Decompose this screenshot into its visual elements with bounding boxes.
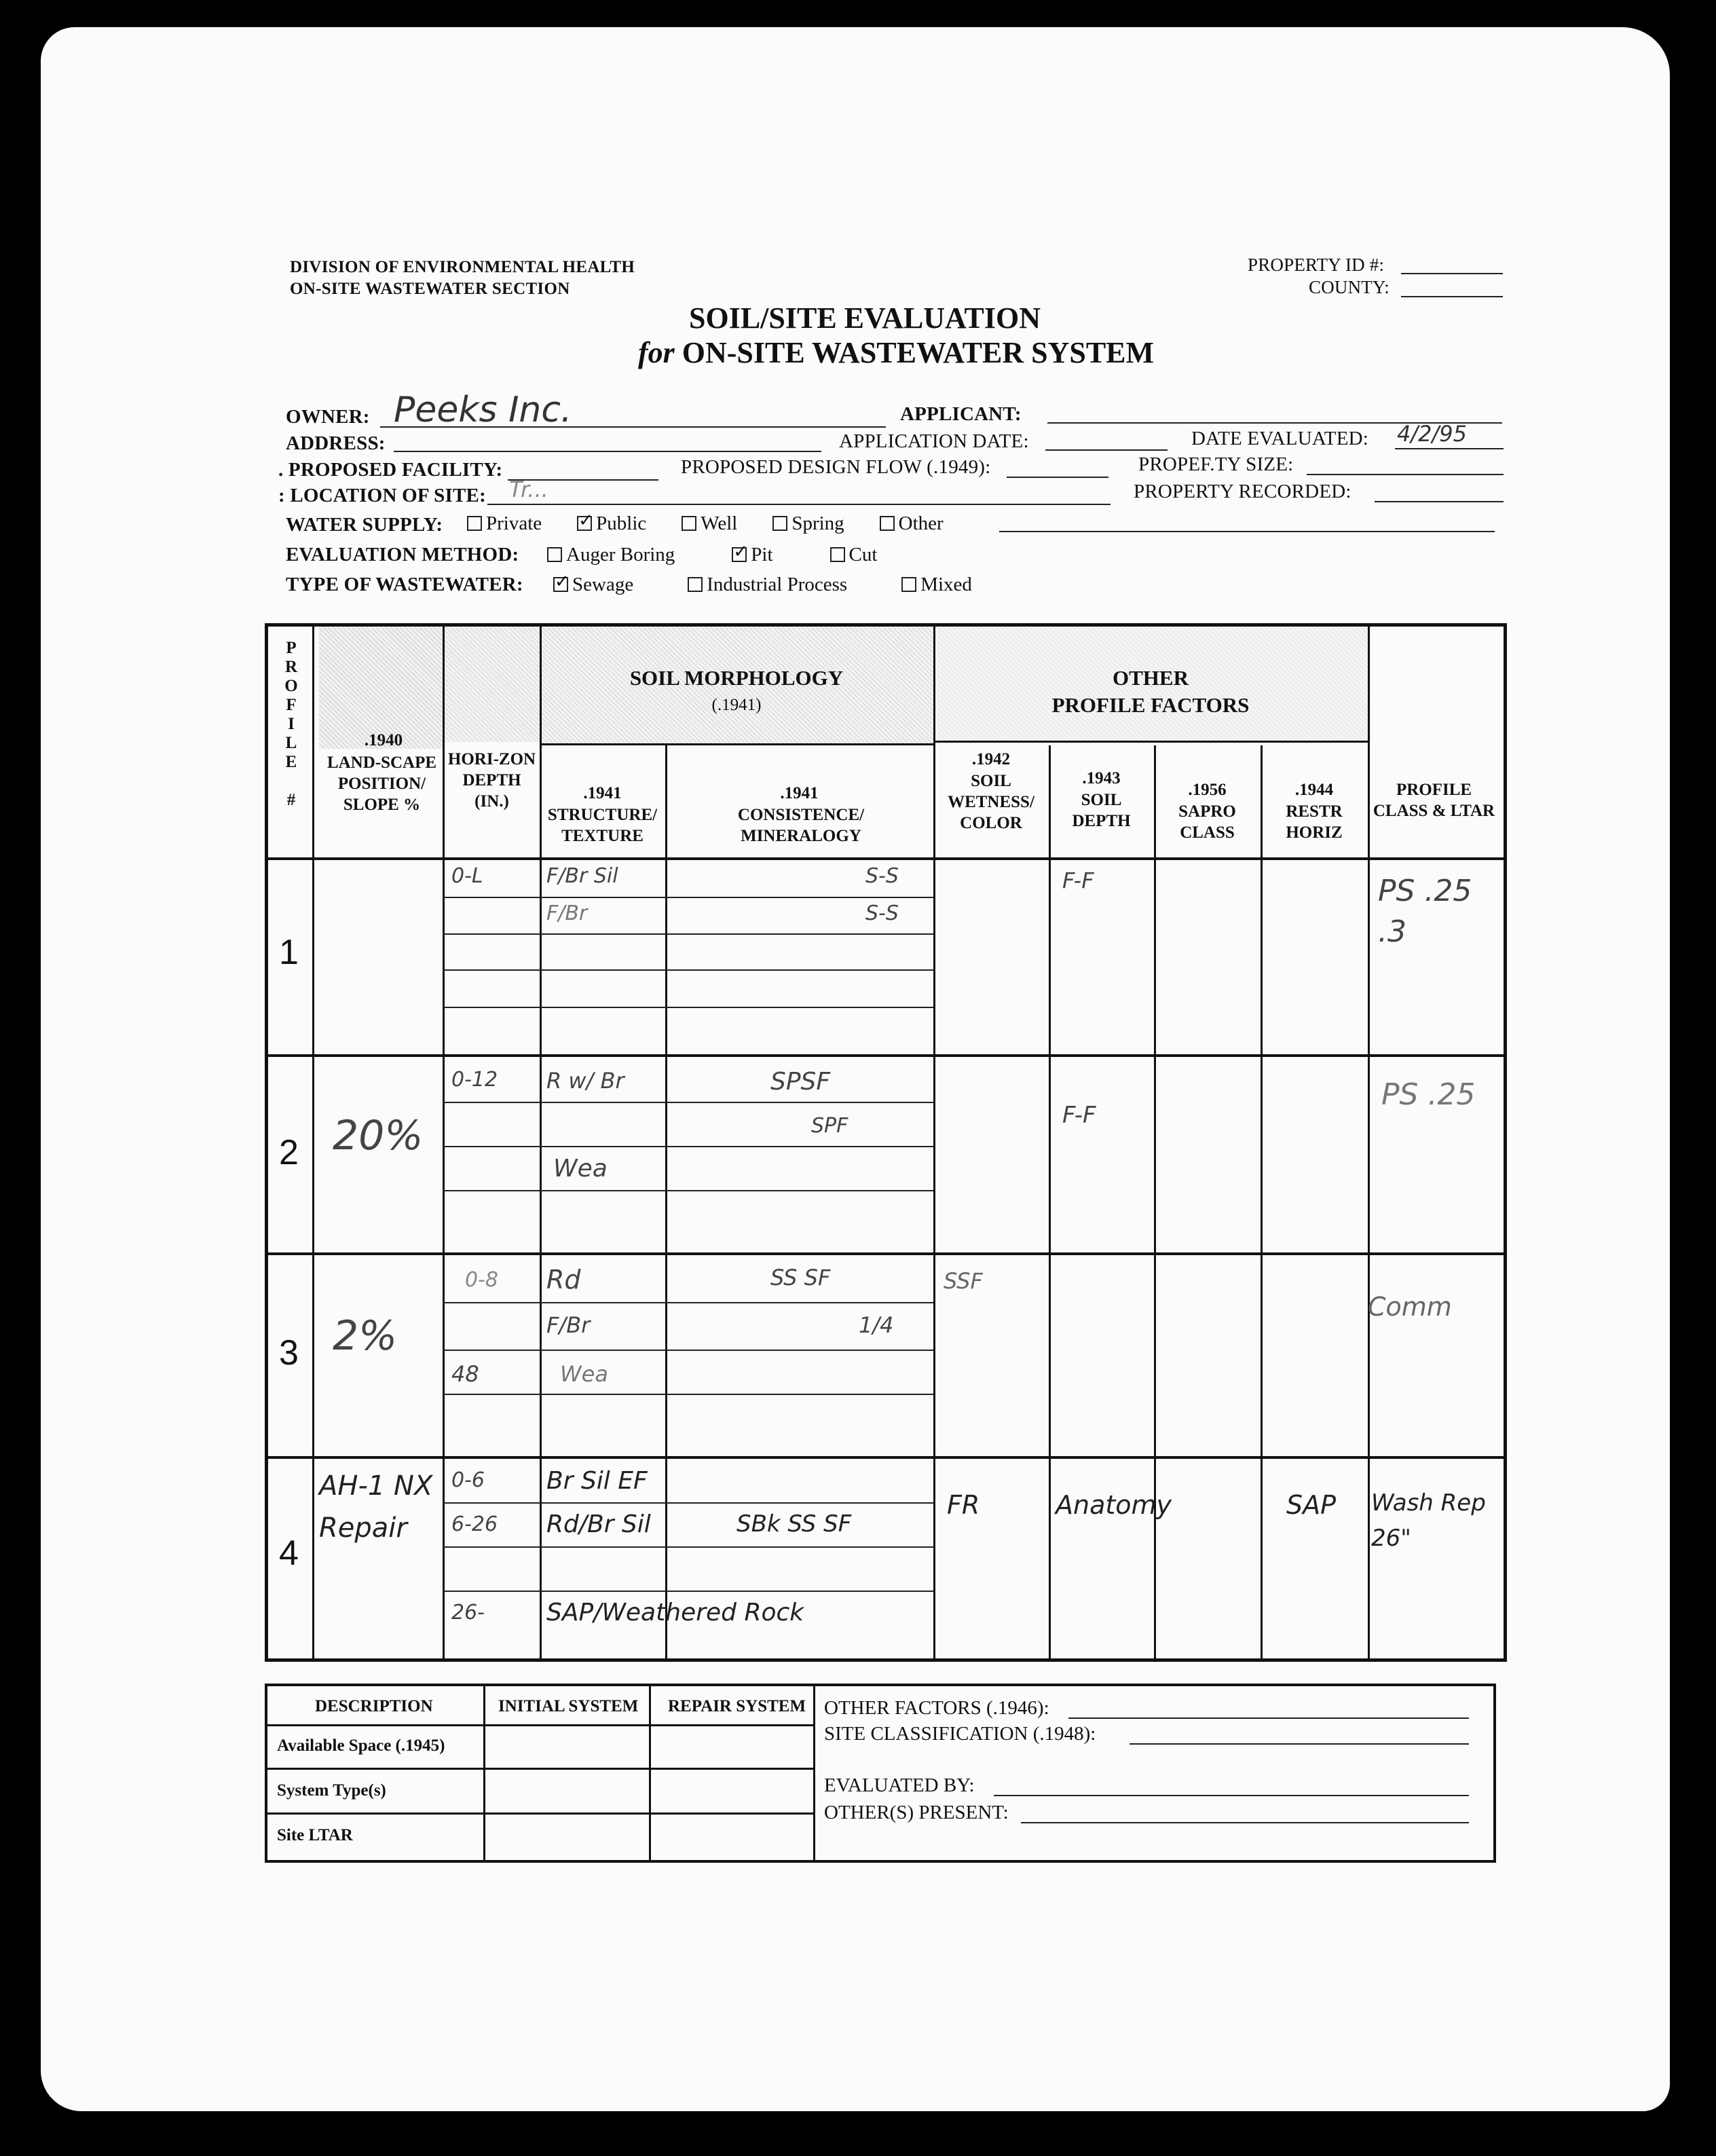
p3-depth-1[interactable]: 0-8 [465, 1268, 498, 1292]
application-date-field[interactable] [1045, 449, 1168, 451]
structure-header: STRUCTURE/ TEXTURE [547, 806, 658, 845]
p2-line-3 [443, 1190, 933, 1191]
checkbox-mixed[interactable] [901, 577, 916, 592]
checkbox-spring[interactable] [772, 516, 787, 531]
description-header: DESCRIPTION [315, 1697, 433, 1715]
brow-1 [267, 1724, 813, 1726]
p4-line-3 [443, 1591, 933, 1592]
restr-header: RESTR HORIZ [1286, 802, 1343, 842]
p3-wetness[interactable]: SSF [944, 1268, 983, 1294]
bcol-2 [649, 1686, 651, 1860]
col-line-9 [1368, 627, 1370, 1658]
county-label: COUNTY: [1309, 277, 1389, 297]
structure-code: .1941 [583, 784, 622, 802]
profile-3-number: 3 [279, 1333, 299, 1373]
date-evaluated-line [1395, 448, 1504, 449]
profile-class-header: PROFILE CLASS & LTAR [1373, 781, 1495, 820]
p3-consistence-2[interactable]: 1/4 [859, 1312, 894, 1338]
water-option-other-label: Other [898, 513, 944, 534]
col-line-4 [665, 745, 667, 1658]
header-bottom-line [268, 857, 1504, 860]
address-field[interactable] [394, 451, 821, 452]
ww-option-industrial-label: Industrial Process [707, 574, 848, 595]
wastewater-type-label: TYPE OF WASTEWATER: [286, 574, 523, 595]
property-recorded-label: PROPERTY RECORDED: [1134, 481, 1351, 502]
p1-depth-1[interactable]: 0-L [451, 864, 483, 888]
p3-line-3 [443, 1394, 933, 1395]
date-evaluated-value[interactable]: 4/2/95 [1397, 421, 1467, 447]
p4-restr[interactable]: SAP [1286, 1490, 1337, 1520]
soil-morphology-header: SOIL MORPHOLOGY [629, 666, 844, 690]
date-evaluated-label: DATE EVALUATED: [1191, 428, 1369, 449]
profile-header: P R O F I L E # [284, 639, 298, 809]
form-title: SOIL/SITE EVALUATION [689, 301, 1041, 335]
checkbox-industrial[interactable] [688, 577, 703, 592]
evaluation-method-label: EVALUATION METHOD: [286, 544, 519, 565]
p2-profile-class[interactable]: PS .25 [1381, 1077, 1476, 1112]
col-line-3 [540, 627, 542, 1658]
p4-depth-2[interactable]: 6-26 [451, 1512, 498, 1536]
system-summary-box [265, 1684, 1496, 1863]
landscape-code: .1940 [364, 731, 403, 749]
p3-line-2 [443, 1350, 933, 1351]
col-line-5 [933, 627, 935, 1658]
p4-soil-depth[interactable]: Anatomy [1056, 1490, 1172, 1520]
evaluation-method-options [547, 544, 910, 566]
checkbox-well[interactable] [682, 516, 696, 531]
p1-consistence-2[interactable]: S-S [865, 902, 899, 925]
other-factors-label: OTHER FACTORS (.1946): [824, 1697, 1049, 1719]
p1-structure-2[interactable]: F/Br [546, 902, 588, 925]
application-date-label: APPLICATION DATE: [839, 430, 1029, 452]
p2-consistence-1[interactable]: SPSF [770, 1068, 831, 1096]
p3-profile-class[interactable]: Comm [1368, 1292, 1452, 1322]
ww-option-sewage[interactable] [553, 574, 633, 595]
other-factors-line1: OTHER [1113, 666, 1189, 690]
p1-line-4 [443, 1007, 933, 1008]
col-line-6 [1049, 745, 1051, 1658]
p1-structure-1[interactable]: F/Br Sil [546, 864, 618, 888]
p4-line-1 [443, 1502, 933, 1504]
property-recorded-field[interactable] [1375, 501, 1504, 502]
p4-depth-1[interactable]: 0-6 [451, 1468, 485, 1492]
p4-structure-2[interactable]: Rd/Br Sil [546, 1510, 651, 1538]
checkbox-auger[interactable] [547, 547, 562, 562]
checkbox-public[interactable] [577, 516, 592, 531]
location-label: : LOCATION OF SITE: [278, 485, 486, 506]
water-option-public[interactable] [577, 513, 646, 534]
wastewater-type-options [553, 574, 1005, 596]
address-label: ADDRESS: [286, 432, 386, 454]
site-classification-field[interactable] [1130, 1743, 1469, 1745]
p4-consistence-2[interactable]: SBk SS SF [736, 1510, 852, 1538]
p4-profile-class[interactable]: Wash Rep 26" [1371, 1489, 1486, 1552]
water-option-well-label: Well [701, 513, 738, 534]
horizon-shade [445, 627, 540, 742]
ww-option-industrial[interactable] [688, 574, 847, 595]
p2-line-1 [443, 1102, 933, 1103]
factors-sub-line [933, 741, 1368, 743]
design-flow-field[interactable] [1007, 477, 1108, 478]
row-sep-3 [268, 1456, 1504, 1459]
p3-slope[interactable]: 2% [333, 1312, 398, 1360]
p1-soil-depth[interactable]: F-F [1062, 868, 1094, 893]
initial-system-header: INITIAL SYSTEM [498, 1697, 639, 1715]
water-option-well[interactable] [682, 513, 737, 534]
landscape-header: LAND-SCAPE POSITION/ SLOPE % [327, 754, 437, 814]
property-id-field[interactable] [1401, 273, 1503, 274]
p4-structure-1[interactable]: Br Sil EF [546, 1467, 648, 1495]
p2-structure-3[interactable]: Wea [553, 1155, 608, 1183]
location-value[interactable]: Tr... [509, 477, 548, 502]
p2-soil-depth[interactable]: F-F [1062, 1102, 1096, 1129]
p1-line-3 [443, 969, 933, 971]
others-present-field[interactable] [1021, 1822, 1469, 1823]
soil-profile-table [265, 623, 1507, 1662]
checkbox-private[interactable] [467, 516, 482, 531]
p2-structure-1[interactable]: R w/ Br [546, 1068, 624, 1094]
method-option-cut-label: Cut [848, 544, 878, 565]
row-sep-1 [268, 1054, 1504, 1057]
restr-code: .1944 [1294, 781, 1334, 799]
p1-consistence-1[interactable]: S-S [865, 864, 899, 888]
proposed-facility-text: PROPOSED FACILITY: [288, 459, 503, 481]
brow-2 [267, 1768, 813, 1770]
sapro-code: .1956 [1188, 781, 1227, 799]
consistence-header: CONSISTENCE/ MINERALOGY [737, 806, 865, 845]
soil-depth-code: .1943 [1082, 769, 1121, 787]
brow-3 [267, 1813, 813, 1815]
evaluated-by-field[interactable] [994, 1795, 1469, 1796]
p4-depth-4[interactable]: 26- [451, 1601, 485, 1624]
property-size-label: PROPEF.TY SIZE: [1138, 453, 1294, 475]
other-factors-line2: PROFILE FACTORS [1051, 693, 1250, 717]
p3-structure-4[interactable]: Wea [560, 1361, 608, 1387]
p2-slope[interactable]: 20% [333, 1112, 424, 1159]
soil-depth-header: SOIL DEPTH [1072, 791, 1131, 830]
method-option-cut[interactable] [830, 544, 878, 565]
system-type-label: System Type(s) [277, 1781, 386, 1800]
proposed-facility-label: . PROPOSED FACILITY: [278, 459, 503, 481]
ww-option-mixed-label: Mixed [920, 574, 972, 595]
water-option-other[interactable] [880, 513, 944, 534]
site-classification-label: SITE CLASSIFICATION (.1948): [824, 1723, 1096, 1745]
horizon-header: HORI-ZON DEPTH (IN.) [447, 750, 536, 811]
title-line2: ON-SITE WASTEWATER SYSTEM [682, 336, 1155, 369]
p3-structure-1[interactable]: Rd [546, 1265, 581, 1295]
wetness-code: .1942 [971, 750, 1011, 768]
row-sep-2 [268, 1252, 1504, 1255]
property-id-label: PROPERTY ID #: [1248, 255, 1385, 275]
profile-1-number: 1 [279, 933, 299, 972]
p1-line-1 [443, 897, 933, 898]
water-supply-label: WATER SUPPLY: [286, 514, 443, 536]
available-space-label: Available Space (.1945) [277, 1736, 445, 1755]
water-option-public-label: Public [596, 513, 647, 534]
consistence-code: .1941 [780, 784, 819, 802]
soil-morphology-code: (.1941) [711, 696, 762, 714]
checkbox-sewage[interactable] [553, 577, 568, 592]
ww-option-mixed[interactable] [901, 574, 972, 595]
ww-option-sewage-label: Sewage [572, 574, 634, 595]
water-other-field[interactable] [999, 531, 1495, 532]
section-label: ON-SITE WASTEWATER SECTION [290, 280, 570, 298]
profile-2-number: 2 [279, 1133, 299, 1172]
applicant-label: APPLICANT: [900, 403, 1022, 425]
p4-structure-4[interactable]: SAP/Weathered Rock [546, 1599, 804, 1627]
method-option-pit-label: Pit [751, 544, 773, 565]
sapro-header: SAPRO CLASS [1178, 802, 1236, 842]
site-ltar-label: Site LTAR [277, 1826, 353, 1844]
checkbox-pit[interactable] [732, 547, 747, 562]
repair-system-header: REPAIR SYSTEM [668, 1697, 806, 1715]
evaluated-by-label: EVALUATED BY: [824, 1774, 975, 1796]
col-line-2 [443, 627, 445, 1658]
p4-wetness[interactable]: FR [947, 1490, 980, 1520]
property-size-field[interactable] [1307, 474, 1504, 475]
owner-label: OWNER: [286, 406, 370, 428]
location-text: LOCATION OF SITE: [290, 485, 486, 506]
owner-value[interactable]: Peeks Inc. [394, 390, 572, 430]
checkbox-other[interactable] [880, 516, 895, 531]
method-option-auger-label: Auger Boring [566, 544, 675, 565]
county-field[interactable] [1401, 296, 1503, 297]
p4-line-2 [443, 1546, 933, 1548]
method-option-auger[interactable] [547, 544, 675, 565]
p3-depth-4[interactable]: 48 [451, 1361, 479, 1387]
form-subtitle [638, 335, 1154, 370]
p3-line-1 [443, 1302, 933, 1303]
others-present-label: OTHER(S) PRESENT: [824, 1802, 1009, 1823]
p1-profile-class[interactable]: PS .25 .3 [1378, 874, 1472, 949]
p2-line-2 [443, 1146, 933, 1147]
profile-4-number: 4 [279, 1534, 299, 1573]
col-line-1 [312, 627, 314, 1658]
p2-consistence-2[interactable]: SPF [811, 1114, 848, 1138]
p3-structure-2[interactable]: F/Br [546, 1312, 591, 1338]
method-option-pit[interactable] [732, 544, 772, 565]
water-option-spring-label: Spring [791, 513, 844, 534]
col-line-8 [1261, 745, 1263, 1658]
bcol-3 [813, 1686, 815, 1860]
water-option-spring[interactable] [772, 513, 844, 534]
location-field-line [487, 504, 1111, 505]
checkbox-cut[interactable] [830, 547, 845, 562]
other-factors-field[interactable] [1068, 1717, 1469, 1719]
p1-line-2 [443, 933, 933, 935]
division-label: DIVISION OF ENVIRONMENTAL HEALTH [290, 258, 635, 276]
water-option-private[interactable] [467, 513, 542, 534]
p4-slope[interactable]: AH-1 NX Repair [319, 1470, 433, 1544]
morph-sub-line [540, 743, 933, 745]
p3-consistence-1[interactable]: SS SF [770, 1265, 831, 1290]
bcol-1 [483, 1686, 485, 1860]
p2-depth-1[interactable]: 0-12 [451, 1068, 498, 1092]
water-supply-options [467, 513, 976, 535]
water-option-private-label: Private [486, 513, 542, 534]
title-for: for [638, 336, 675, 369]
col-line-7 [1154, 745, 1156, 1658]
wetness-header: SOIL WETNESS/ COLOR [948, 772, 1034, 832]
design-flow-label: PROPOSED DESIGN FLOW (.1949): [681, 456, 991, 478]
